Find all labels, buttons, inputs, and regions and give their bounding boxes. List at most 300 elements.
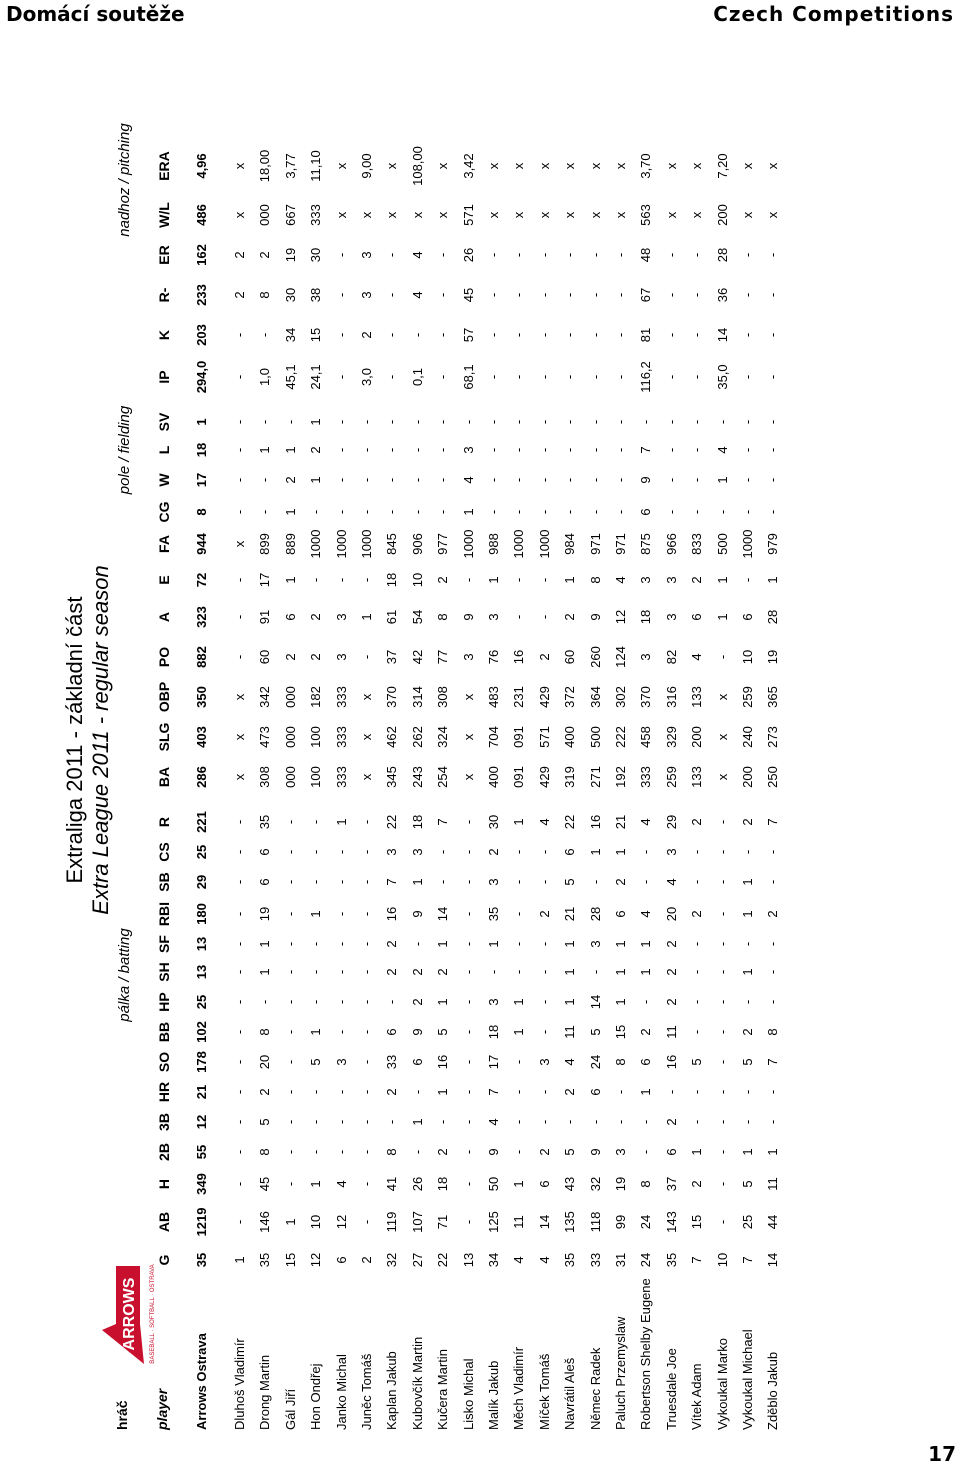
stat-cell: 260 xyxy=(587,646,603,668)
stat-cell: 3 xyxy=(536,1058,552,1066)
column-header: BA xyxy=(156,766,172,788)
stat-cell: - xyxy=(308,969,324,975)
stat-cell: 6 xyxy=(740,613,755,621)
stat-cell: 18 xyxy=(486,1024,501,1040)
stat-cell: 5 xyxy=(257,1118,273,1126)
stat-cell: 5 xyxy=(562,1148,578,1156)
stat-cell: - xyxy=(359,849,374,855)
stat-cell: 118 xyxy=(587,1211,603,1233)
stat-cell: x xyxy=(613,162,628,170)
stat-cell: 11 xyxy=(562,1025,578,1039)
stat-cell: - xyxy=(536,1119,552,1125)
stat-cell: - xyxy=(460,1149,476,1155)
stat-cell: 254 xyxy=(435,766,451,788)
stat-cell: 12 xyxy=(613,609,628,625)
stat-cell: 4 xyxy=(536,1256,552,1264)
stat-cell: 4 xyxy=(536,818,552,826)
stat-cell: 2 xyxy=(409,998,425,1006)
stat-cell: x xyxy=(460,693,476,701)
stat-cell: 10 xyxy=(308,1214,324,1230)
stat-cell: 2 xyxy=(740,818,755,826)
stat-cell: 1 xyxy=(511,818,527,826)
stat-cell: - xyxy=(282,1029,298,1035)
stat-cell: - xyxy=(740,292,755,298)
stat-cell: 200 xyxy=(740,766,755,788)
stat-cell: 107 xyxy=(409,1211,425,1233)
stat-cell: 2 xyxy=(638,1028,654,1036)
stat-cell: 1 xyxy=(638,1088,654,1096)
stat-cell: - xyxy=(511,1059,527,1065)
stat-cell: 1 xyxy=(282,508,298,516)
stat-cell: 2 xyxy=(663,940,679,948)
stat-cell: 29 xyxy=(663,814,679,830)
stat-cell: 3,70 xyxy=(638,153,654,179)
stat-cell: 1 xyxy=(308,418,324,426)
stat-cell: 429 xyxy=(536,686,552,708)
stat-cell: 4 xyxy=(613,576,628,584)
stat-cell: - xyxy=(282,879,298,885)
stat-cell: 1 xyxy=(511,1180,527,1188)
section-header-right: Czech Competitions xyxy=(713,2,954,26)
stat-cell: - xyxy=(689,999,705,1005)
stat-cell: 3 xyxy=(486,613,501,621)
stat-cell: 3 xyxy=(486,878,501,886)
stat-cell: - xyxy=(562,419,578,425)
stat-cell: - xyxy=(308,999,324,1005)
stat-cell: 1000 xyxy=(460,529,476,559)
stat-cell: - xyxy=(689,1029,705,1035)
stat-cell: 400 xyxy=(486,766,501,788)
stat-cell: 2 xyxy=(536,653,552,661)
stat-cell: 286 xyxy=(194,766,209,788)
stat-cell: - xyxy=(486,419,501,425)
stat-cell: 116,2 xyxy=(638,361,654,393)
column-header: W/L xyxy=(156,202,172,228)
stat-cell: 364 xyxy=(587,686,603,708)
stat-cell: 6 xyxy=(638,508,654,516)
stat-cell: 3 xyxy=(613,1148,628,1156)
stat-cell: - xyxy=(765,1119,781,1125)
stat-cell: 271 xyxy=(587,766,603,788)
table-row xyxy=(257,50,279,1430)
svg-text:ARROWS: ARROWS xyxy=(121,1277,138,1351)
stat-cell: 1 xyxy=(308,1180,324,1188)
stat-cell: - xyxy=(282,911,298,917)
stat-cell: 6 xyxy=(689,613,705,621)
stat-cell: 259 xyxy=(663,766,679,788)
stat-cell: 1000 xyxy=(359,529,374,559)
stat-cell: 18 xyxy=(435,1176,451,1192)
stat-cell: 31 xyxy=(613,1252,628,1268)
stat-cell: 50 xyxy=(486,1176,501,1192)
stat-cell: - xyxy=(232,654,247,660)
stat-cell: - xyxy=(511,292,527,298)
stat-cell: 2 xyxy=(435,1148,451,1156)
column-header: AB xyxy=(156,1211,172,1233)
stat-cell: - xyxy=(359,1149,374,1155)
stat-cell: 14 xyxy=(435,906,451,922)
stat-cell: 9 xyxy=(486,1148,501,1156)
stat-cell: 4 xyxy=(663,878,679,886)
stat-cell: 32 xyxy=(384,1252,400,1268)
player-name: Drong Martin xyxy=(257,1354,273,1430)
stat-cell: - xyxy=(232,1059,247,1065)
stat-cell: 2 xyxy=(435,968,451,976)
stat-cell: 500 xyxy=(587,726,603,748)
stat-cell: 13 xyxy=(194,936,209,952)
stat-cell: - xyxy=(740,374,755,380)
stat-cell: 143 xyxy=(663,1211,679,1233)
stat-cell: - xyxy=(613,447,628,453)
stat-cell: 091 xyxy=(511,766,527,788)
stat-cell: - xyxy=(282,1119,298,1125)
stat-cell: - xyxy=(308,577,324,583)
stat-cell: 7 xyxy=(765,1058,781,1066)
stat-cell: - xyxy=(232,999,247,1005)
stat-cell: 19 xyxy=(282,247,298,263)
stat-cell: 1 xyxy=(257,446,273,454)
stat-cell: - xyxy=(232,477,247,483)
stat-cell: 10 xyxy=(409,572,425,588)
stat-cell: 4 xyxy=(460,476,476,484)
stat-cell: 1,0 xyxy=(257,367,273,387)
stat-cell: - xyxy=(333,999,349,1005)
stat-cell: - xyxy=(359,941,374,947)
table-row xyxy=(740,50,762,1430)
player-name: Měch Vladimír xyxy=(511,1346,527,1430)
stat-cell: 6 xyxy=(257,878,273,886)
stat-cell: - xyxy=(460,969,476,975)
stat-cell: 1000 xyxy=(536,529,552,559)
player-name: Gál Jiří xyxy=(282,1388,298,1430)
table-row xyxy=(638,50,660,1430)
player-name: Vykoukal Michael xyxy=(740,1329,755,1430)
stat-cell: 2 xyxy=(486,848,501,856)
column-header: SB xyxy=(156,872,172,892)
stat-cell: 44 xyxy=(765,1214,781,1230)
stat-cell: 1 xyxy=(308,476,324,484)
stat-cell: 5 xyxy=(689,1058,705,1066)
stat-cell: 6 xyxy=(663,1148,679,1156)
stat-cell: 0,1 xyxy=(409,367,425,387)
stat-cell: 35 xyxy=(663,1252,679,1268)
stat-cell: 9 xyxy=(409,1028,425,1036)
stat-cell: 37 xyxy=(384,649,400,665)
stat-cell: - xyxy=(359,577,374,583)
stat-cell: 333 xyxy=(333,766,349,788)
stat-cell: - xyxy=(613,1089,628,1095)
column-header: BB xyxy=(156,1021,172,1043)
stat-cell: 1 xyxy=(194,418,209,426)
stat-cell: 16 xyxy=(435,1054,451,1070)
stat-cell: 483 xyxy=(486,686,501,708)
stat-cell: - xyxy=(282,819,298,825)
player-name: Zděblo Jakub xyxy=(765,1351,781,1430)
stat-cell: - xyxy=(536,577,552,583)
column-header: HP xyxy=(156,992,172,1012)
stat-cell: - xyxy=(765,969,781,975)
stat-cell: 323 xyxy=(194,606,209,628)
stat-cell: - xyxy=(765,332,781,338)
stat-cell: 15 xyxy=(613,1024,628,1040)
stat-cell: - xyxy=(486,252,501,258)
stat-cell: x xyxy=(613,211,628,219)
stat-cell: - xyxy=(511,447,527,453)
player-name: Dluhoš Vladimír xyxy=(232,1338,247,1430)
table-row xyxy=(308,50,330,1430)
stat-cell: - xyxy=(536,332,552,338)
stat-cell: - xyxy=(333,941,349,947)
stat-cell: - xyxy=(486,447,501,453)
page-number: 17 xyxy=(928,1442,956,1466)
stat-cell: 1 xyxy=(308,910,324,918)
stat-cell: 42 xyxy=(409,649,425,665)
stat-cell: 2 xyxy=(562,1088,578,1096)
stat-cell: 18 xyxy=(194,442,209,458)
stat-cell: 6 xyxy=(638,1058,654,1066)
stat-cell: - xyxy=(460,999,476,1005)
stat-cell: 24,1 xyxy=(308,364,324,390)
stat-cell: - xyxy=(689,849,705,855)
stat-cell: 458 xyxy=(638,726,654,748)
stat-cell: 100 xyxy=(308,766,324,788)
stat-cell: 8 xyxy=(257,291,273,299)
stat-cell: x xyxy=(714,693,730,701)
stat-cell: 4 xyxy=(562,1058,578,1066)
stat-cell: - xyxy=(511,419,527,425)
stat-cell: 200 xyxy=(714,204,730,226)
stat-cell: 3 xyxy=(460,653,476,661)
stat-cell: - xyxy=(511,252,527,258)
stat-cell: - xyxy=(587,1119,603,1125)
stat-cell: - xyxy=(689,477,705,483)
stat-cell: - xyxy=(714,1059,730,1065)
page-title-czech: Extraliga 2011 - základní část xyxy=(62,596,87,884)
stat-cell: x xyxy=(536,162,552,170)
stat-cell: 4 xyxy=(638,818,654,826)
stat-cell: 13 xyxy=(194,964,209,980)
stat-cell: - xyxy=(689,509,705,515)
stat-cell: 9 xyxy=(638,476,654,484)
stat-cell: 571 xyxy=(536,726,552,748)
stat-cell: - xyxy=(460,1119,476,1125)
stat-cell: x xyxy=(689,211,705,219)
stat-cell: 571 xyxy=(460,204,476,226)
stat-cell: 1000 xyxy=(333,529,349,559)
stat-cell: 000 xyxy=(282,726,298,748)
stat-cell: 1 xyxy=(333,818,349,826)
stat-cell: - xyxy=(486,374,501,380)
stat-cell: 233 xyxy=(194,284,209,306)
player-name: Juněc Tomáš xyxy=(359,1353,374,1430)
stat-cell: 11 xyxy=(663,1025,679,1039)
player-name: Paluch Przemyslaw xyxy=(613,1316,628,1430)
stat-cell: 9 xyxy=(587,1148,603,1156)
stat-cell: - xyxy=(613,1119,628,1125)
stat-cell: 178 xyxy=(194,1051,209,1073)
stat-cell: - xyxy=(333,911,349,917)
stat-cell: 2 xyxy=(740,1028,755,1036)
stat-cell: x xyxy=(232,733,247,741)
stat-cell: 1 xyxy=(511,998,527,1006)
table-row xyxy=(689,50,711,1430)
stat-cell: 1 xyxy=(765,576,781,584)
stat-cell: 16 xyxy=(511,649,527,665)
stat-cell: - xyxy=(511,509,527,515)
stat-cell: x xyxy=(359,693,374,701)
stat-cell: - xyxy=(562,477,578,483)
stat-cell: 3 xyxy=(409,848,425,856)
stat-cell: x xyxy=(359,211,374,219)
stat-cell: 13 xyxy=(460,1252,476,1268)
stat-cell: 2 xyxy=(409,968,425,976)
stat-cell: 22 xyxy=(562,814,578,830)
stat-cell: 10 xyxy=(714,1252,730,1268)
stat-cell: 57 xyxy=(460,327,476,343)
stat-cell: - xyxy=(562,374,578,380)
stat-cell: 1 xyxy=(714,476,730,484)
stat-cell: 102 xyxy=(194,1021,209,1043)
stat-cell: - xyxy=(333,374,349,380)
stat-cell: - xyxy=(486,509,501,515)
stat-cell: - xyxy=(384,332,400,338)
stat-cell: - xyxy=(587,292,603,298)
stat-cell: - xyxy=(486,332,501,338)
stat-cell: 16 xyxy=(663,1054,679,1070)
stat-cell: 18 xyxy=(638,609,654,625)
stat-cell: 18,00 xyxy=(257,149,273,183)
stat-cell: - xyxy=(613,332,628,338)
column-header: IP xyxy=(156,370,172,384)
stat-cell: 3 xyxy=(359,291,374,299)
stat-cell: 979 xyxy=(765,533,781,555)
stat-cell: - xyxy=(663,252,679,258)
stat-cell: - xyxy=(460,419,476,425)
stat-cell: 14 xyxy=(587,994,603,1010)
stat-cell: - xyxy=(740,999,755,1005)
stat-cell: - xyxy=(587,509,603,515)
stat-cell: - xyxy=(282,941,298,947)
stat-cell: - xyxy=(359,1119,374,1125)
stat-cell: 14 xyxy=(765,1252,781,1268)
stat-cell: 133 xyxy=(689,766,705,788)
column-header: CG xyxy=(156,501,172,523)
stat-cell: 34 xyxy=(486,1252,501,1268)
stat-cell: - xyxy=(333,879,349,885)
stat-cell: 7 xyxy=(435,818,451,826)
stat-cell: 984 xyxy=(562,533,578,555)
stat-cell: 222 xyxy=(613,726,628,748)
stat-cell: - xyxy=(689,1119,705,1125)
stat-cell: 48 xyxy=(638,247,654,263)
stat-cell: 400 xyxy=(562,726,578,748)
table-row xyxy=(334,50,356,1430)
stat-cell: - xyxy=(613,477,628,483)
stat-cell: 1 xyxy=(562,576,578,584)
stat-cell: 43 xyxy=(562,1176,578,1192)
stat-cell: 11 xyxy=(765,1177,781,1191)
stat-cell: 3 xyxy=(384,848,400,856)
stat-cell: 3 xyxy=(333,653,349,661)
stat-cell: 82 xyxy=(663,649,679,665)
stat-cell: 76 xyxy=(486,649,501,665)
column-header: OBP xyxy=(156,681,172,713)
stat-cell: 35 xyxy=(194,1252,209,1268)
stat-cell: 1 xyxy=(359,613,374,621)
stat-cell: 192 xyxy=(613,766,628,788)
stat-cell: - xyxy=(333,969,349,975)
stat-cell: - xyxy=(511,477,527,483)
stat-cell: 19 xyxy=(765,649,781,665)
stat-cell: 29 xyxy=(194,874,209,890)
stat-cell: 403 xyxy=(194,726,209,748)
stat-cell: 1000 xyxy=(511,529,527,559)
stat-cell: 1 xyxy=(562,940,578,948)
stat-cell: - xyxy=(587,419,603,425)
stat-cell: 462 xyxy=(384,726,400,748)
stat-cell: 24 xyxy=(587,1054,603,1070)
stat-cell: 704 xyxy=(486,726,501,748)
stat-cell: 27 xyxy=(409,1252,425,1268)
stat-cell: - xyxy=(384,252,400,258)
stat-cell: 35 xyxy=(257,814,273,830)
stat-cell: x xyxy=(232,162,247,170)
svg-text:BASEBALL · SOFTBALL · OSTRAVA: BASEBALL · SOFTBALL · OSTRAVA xyxy=(150,1264,156,1364)
stat-cell: 250 xyxy=(765,766,781,788)
stat-cell: 473 xyxy=(257,726,273,748)
section-header-left: Domácí soutěže xyxy=(6,2,185,26)
stat-cell: 4 xyxy=(486,1118,501,1126)
stat-cell: 3 xyxy=(460,446,476,454)
stat-cell: - xyxy=(663,477,679,483)
stat-cell: 15 xyxy=(689,1214,705,1230)
stat-cell: 72 xyxy=(194,572,209,588)
column-header: SH xyxy=(156,962,172,982)
stat-cell: 3 xyxy=(638,576,654,584)
stat-cell: - xyxy=(740,1089,755,1095)
table-row xyxy=(435,50,457,1430)
stat-cell: - xyxy=(409,941,425,947)
stat-cell: - xyxy=(435,252,451,258)
stat-cell: 6 xyxy=(384,1028,400,1036)
stat-cell: 429 xyxy=(536,766,552,788)
table-row xyxy=(486,50,508,1430)
stat-cell: 12 xyxy=(308,1252,324,1268)
stat-cell: - xyxy=(333,509,349,515)
stat-cell: - xyxy=(740,477,755,483)
stat-cell: - xyxy=(486,477,501,483)
stat-cell: - xyxy=(460,1219,476,1225)
stat-cell: x xyxy=(511,211,527,219)
stat-cell: - xyxy=(765,252,781,258)
stat-cell: x xyxy=(333,162,349,170)
page-title-english: Extra League 2011 - regular season xyxy=(88,565,113,915)
stat-cell: - xyxy=(384,509,400,515)
stat-cell: 4 xyxy=(638,910,654,918)
stat-cell: - xyxy=(536,419,552,425)
stat-cell: - xyxy=(435,292,451,298)
stat-cell: - xyxy=(663,1089,679,1095)
stat-cell: 1 xyxy=(740,968,755,976)
stat-cell: - xyxy=(282,1089,298,1095)
column-header: RBI xyxy=(156,901,172,927)
stat-cell: - xyxy=(587,374,603,380)
stat-cell: 2 xyxy=(282,476,298,484)
stat-cell: 1 xyxy=(486,576,501,584)
stat-cell: 11 xyxy=(511,1215,527,1229)
stat-cell: - xyxy=(359,1219,374,1225)
stat-cell: - xyxy=(536,1029,552,1035)
